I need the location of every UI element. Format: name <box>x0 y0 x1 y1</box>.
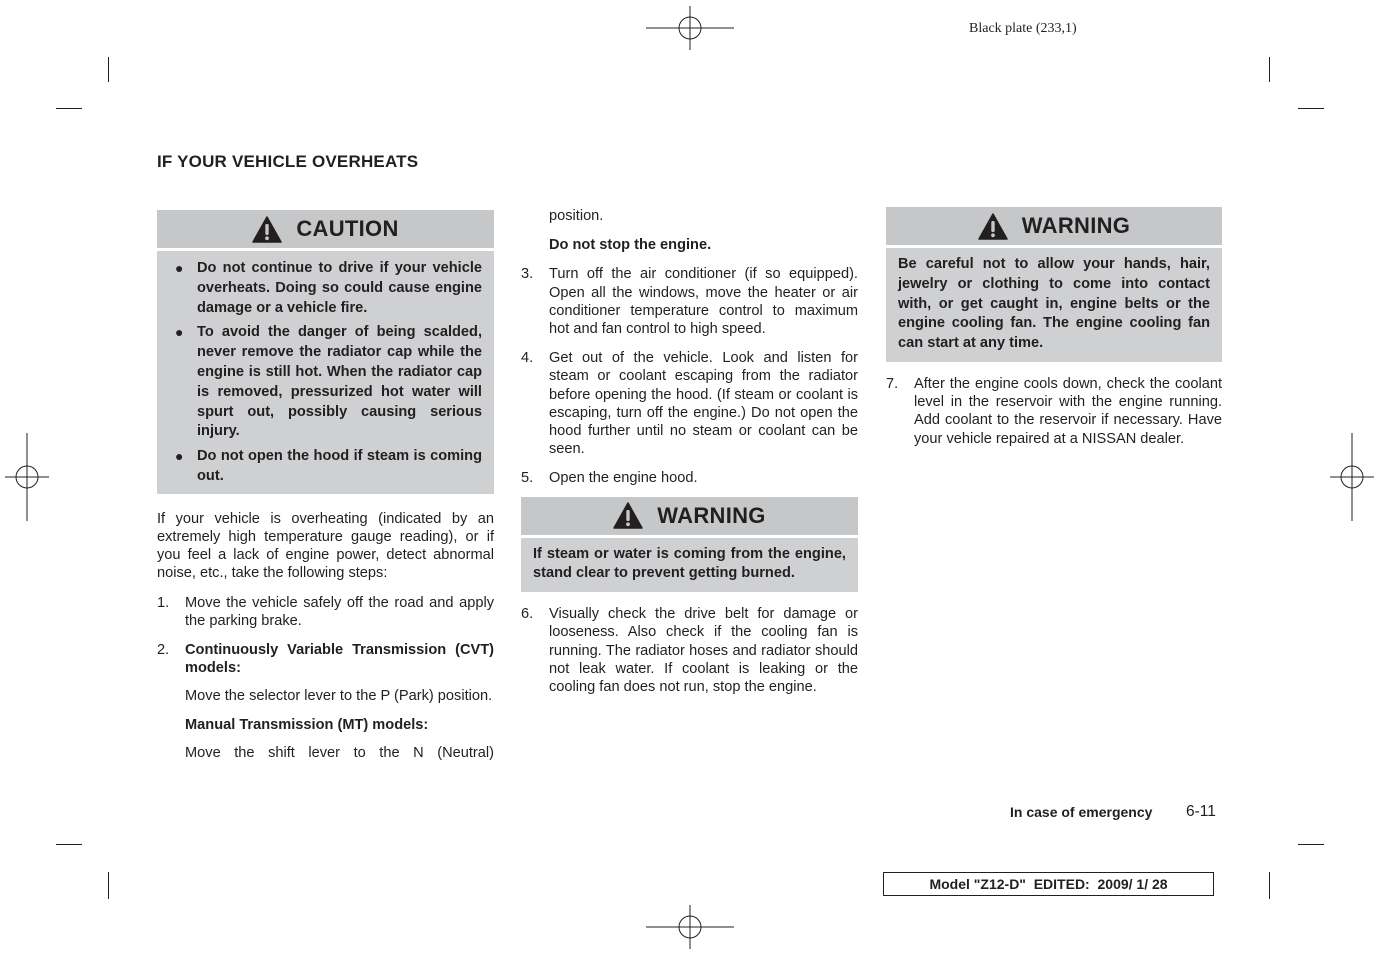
column-left <box>157 210 494 762</box>
step-6 <box>521 605 858 696</box>
warning-body: Be careful not to allow your hands, hair, jewelry or clothing to come into contact with, or get caught in, engine belts or the engine cooling fan. The engine cooling fan can start at any time. <box>898 256 1210 352</box>
crop-mark <box>56 108 82 109</box>
step-text: Turn off the air conditioner (if so equipped). Open all the windows, move the heater or air conditioner temperature control to maximum hot and fan control to high speed. <box>549 266 858 338</box>
cvt-instruction: Move the selector lever to the P (Park) position. <box>185 688 493 705</box>
registration-mark-icon <box>646 6 734 50</box>
crop-mark <box>108 872 109 899</box>
caution-body <box>157 251 494 494</box>
plate-label: Black plate (233,1) <box>969 21 1077 36</box>
registration-mark-icon <box>1330 433 1374 521</box>
step-text: Visually check the drive belt for damage or looseness. Also check if the cooling fan is running. The radiator hoses and radiator should not leak water. If coolant is leaking or the cooling fan does not run, stop the engine. <box>549 606 858 696</box>
caution-box <box>157 210 494 494</box>
warning-box <box>886 207 1222 362</box>
step-heading: Continuously Variable Transmission (CVT) models: <box>185 641 494 677</box>
mt-heading: Manual Transmission (MT) models: <box>185 716 429 733</box>
crop-mark <box>1269 872 1270 899</box>
list-item <box>169 259 482 318</box>
step-number: 7. <box>886 375 899 392</box>
section-title: IF YOUR VEHICLE OVERHEATS <box>157 152 419 171</box>
crop-mark <box>1298 108 1324 109</box>
registration-mark-icon <box>646 905 734 949</box>
crop-mark <box>56 844 82 845</box>
mt-instruction-text: Move the shift lever to the N (Neutral) <box>185 744 494 761</box>
model-edit-box <box>883 872 1214 896</box>
step-number: 5. <box>521 470 534 487</box>
warning-header <box>886 207 1222 245</box>
intro-paragraph: If your vehicle is overheating (indicated by an extremely high temperature gauge reading), or if you feel a lack of engine power, detect abnormal noise, etc., take the following steps: <box>157 510 494 582</box>
footer-section-name: In case of emergency <box>1010 804 1153 820</box>
bullet-icon: ● <box>175 324 184 341</box>
engine-note: Do not stop the engine. <box>549 237 712 254</box>
page-number: 6-11 <box>1186 803 1216 820</box>
list-item <box>169 447 482 487</box>
list-item <box>169 323 482 442</box>
step-number: 2. <box>157 641 170 658</box>
step-text: Open the engine hood. <box>549 470 698 487</box>
caution-heading: CAUTION <box>296 215 399 241</box>
step-number: 4. <box>521 350 534 367</box>
crop-mark <box>108 57 109 82</box>
step-7 <box>886 375 1222 448</box>
warning-triangle-icon <box>613 502 643 529</box>
step-text: Get out of the vehicle. Look and listen for steam or coolant escaping from the radiator before opening the hood. (If steam or coolant is escaping, turn off the engine.) Do not open the hood further until no steam or coolant can be seen. <box>549 350 858 458</box>
warning-header <box>521 497 858 535</box>
caution-bullet-text: Do not continue to drive if your vehicle overheats. Doing so could cause engine damage or a vehicle fire. <box>197 260 482 316</box>
step-4 <box>521 349 858 458</box>
caution-header <box>157 210 494 248</box>
warning-triangle-icon <box>252 216 282 243</box>
warning-heading: WARNING <box>1021 212 1131 238</box>
step-1 <box>157 594 494 630</box>
bullet-icon: ● <box>175 448 184 465</box>
mt-instruction-continued: position. <box>549 208 604 224</box>
warning-box <box>521 497 858 593</box>
step-2 <box>157 641 494 677</box>
step-text: After the engine cools down, check the coolant level in the reservoir with the engine running. Add coolant to the reservoir if necessary. Have your vehicle repaired at a NISSAN dealer. <box>914 375 1222 447</box>
bullet-icon: ● <box>175 260 184 276</box>
caution-bullet-text: Do not open the hood if steam is coming out. <box>197 448 482 484</box>
warning-body: If steam or water is coming from the engine, stand clear to prevent getting burned. <box>533 545 846 582</box>
step-number: 1. <box>157 594 170 611</box>
warning-heading: WARNING <box>657 502 766 528</box>
caution-bullet-text: To avoid the danger of being scalded, never remove the radiator cap while the engine is still hot. When the radiator cap is removed, pressurized hot water will spurt out, possibly causing serious injury. <box>197 324 482 440</box>
step-3 <box>521 265 858 338</box>
warning-triangle-icon <box>978 213 1008 240</box>
column-right <box>886 207 1222 448</box>
step-5 <box>521 469 858 487</box>
caution-list <box>169 259 482 487</box>
model-edit-text: Model "Z12-D" EDITED: 2009/ 1/ 28 <box>929 876 1168 892</box>
mt-instruction <box>157 744 494 762</box>
column-middle <box>521 207 858 696</box>
step-number: 3. <box>521 266 534 283</box>
crop-mark <box>1298 844 1324 845</box>
crop-mark <box>1269 57 1270 82</box>
registration-mark-icon <box>5 433 49 521</box>
step-number: 6. <box>521 606 534 623</box>
step-text: Move the vehicle safely off the road and apply the parking brake. <box>185 594 494 629</box>
